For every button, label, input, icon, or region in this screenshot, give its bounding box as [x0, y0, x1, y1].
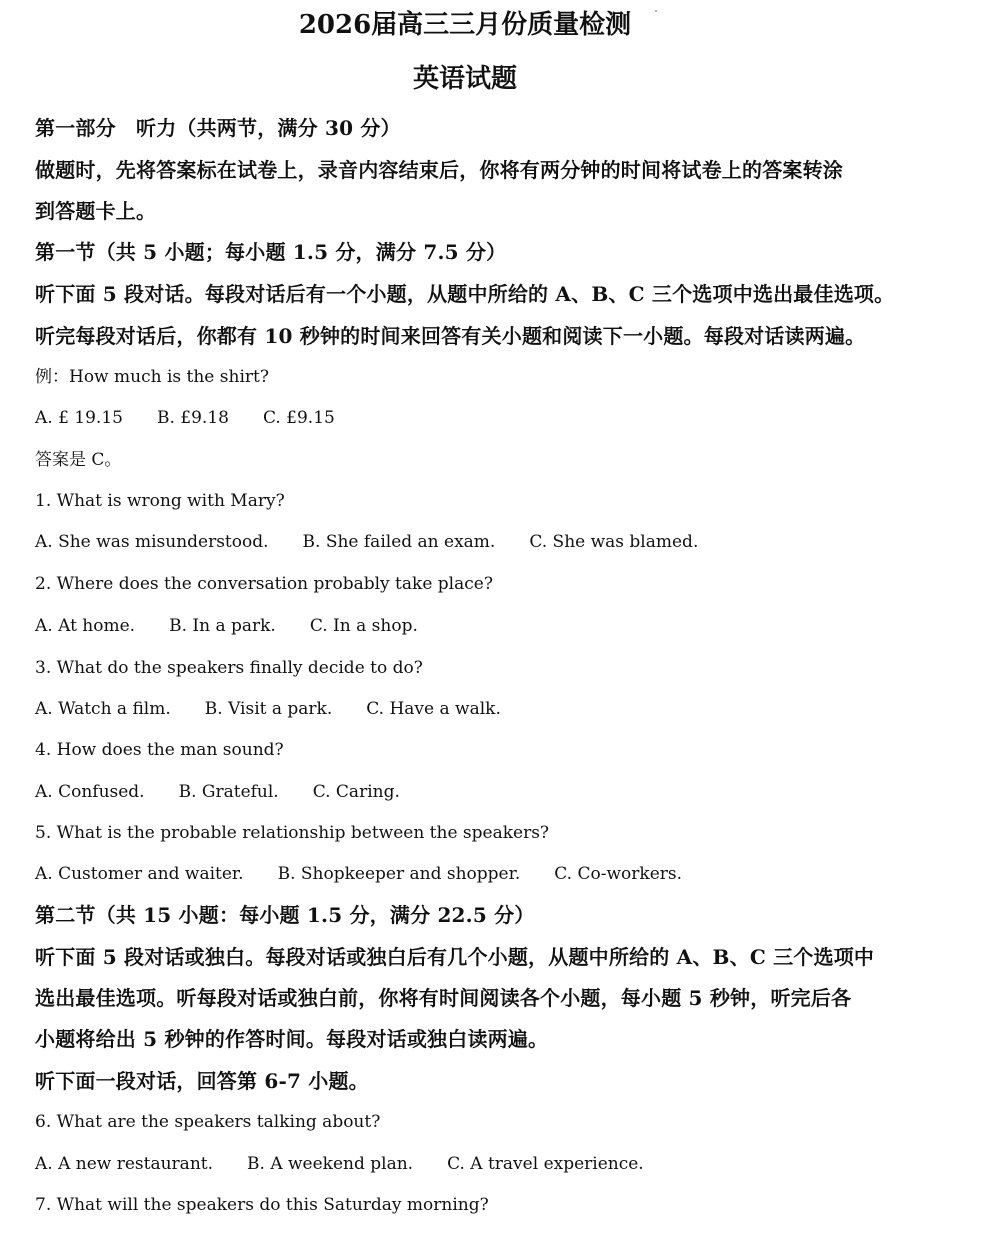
dialog-intro: 听下面一段对话，回答第 6-7 小题。	[35, 1069, 369, 1093]
question-5-options	[35, 862, 682, 886]
section1-instruction-line: 听完每段对话后，你都有 10 秒钟的时间来回答有关小题和阅读下一小题。每段对话读两遍。	[35, 324, 866, 348]
question-2-options	[35, 614, 418, 638]
option-c: C. Have a walk.	[366, 699, 501, 719]
exam-title: 2026届高三三月份质量检测	[298, 10, 632, 40]
option-c: C. Co-workers.	[554, 864, 683, 884]
option-b: B. Shopkeeper and shopper.	[277, 864, 521, 884]
question-4: 4. How does the man sound?	[35, 740, 284, 760]
option-a: A. A new restaurant.	[35, 1154, 214, 1174]
part1-instruction-line: 做题时，先将答案标在试卷上，录音内容结束后，你将有两分钟的时间将试卷上的答案转涂	[35, 158, 843, 182]
option-a: A. She was misunderstood.	[35, 532, 269, 552]
option-a: A. £ 19.15	[35, 408, 123, 428]
question-3-options	[35, 697, 501, 721]
question-4-options	[35, 780, 400, 804]
option-a: A. Watch a film.	[35, 699, 171, 719]
option-a: A. Customer and waiter.	[35, 864, 244, 884]
question-1-options	[35, 530, 698, 554]
section1-heading: 第一节（共 5 小题；每小题 1.5 分，满分 7.5 分）	[35, 240, 507, 264]
example-answer: 答案是 C。	[35, 450, 122, 470]
question-7: 7. What will the speakers do this Saturday morning?	[35, 1195, 489, 1215]
option-c: C. £9.15	[262, 408, 335, 428]
option-b: B. £9.18	[156, 408, 229, 428]
question-1: 1. What is wrong with Mary?	[35, 491, 285, 511]
option-b: B. Grateful.	[178, 782, 279, 802]
part1-heading: 第一部分 听力（共两节，满分 30 分）	[35, 116, 401, 140]
option-c: C. Caring.	[312, 782, 400, 802]
part1-instruction-line: 到答题卡上。	[35, 199, 157, 223]
section2-instruction-line: 小题将给出 5 秒钟的作答时间。每段对话或独白读两遍。	[35, 1027, 549, 1051]
section2-heading: 第二节（共 15 小题：每小题 1.5 分，满分 22.5 分）	[35, 903, 535, 927]
section2-instruction-line: 选出最佳选项。听每段对话或独白前，你将有时间阅读各个小题，每小题 5 秒钟，听完后各	[35, 986, 852, 1010]
question-6: 6. What are the speakers talking about?	[35, 1112, 381, 1132]
section2-instruction-line: 听下面 5 段对话或独白。每段对话或独白后有几个小题，从题中所给的 A、B、C 三个选项中	[35, 945, 875, 969]
example-question: 例：How much is the shirt?	[35, 367, 269, 387]
option-b: B. In a park.	[169, 616, 276, 636]
option-a: A. Confused.	[35, 782, 145, 802]
section1-instruction-line: 听下面 5 段对话。每段对话后有一个小题，从题中所给的 A、B、C 三个选项中选出最佳选项。	[35, 282, 895, 306]
option-a: A. At home.	[35, 616, 136, 636]
question-5: 5. What is the probable relationship between the speakers?	[35, 823, 550, 843]
option-b: B. A weekend plan.	[247, 1154, 414, 1174]
option-c: C. In a shop.	[309, 616, 418, 636]
question-6-options	[35, 1152, 644, 1176]
option-c: C. A travel experience.	[447, 1154, 644, 1174]
option-c: C. She was blamed.	[529, 532, 699, 552]
subject-title: 英语试题	[412, 64, 517, 94]
question-3: 3. What do the speakers finally decide to do?	[35, 658, 423, 678]
option-b: B. Visit a park.	[204, 699, 333, 719]
question-2: 2. Where does the conversation probably take place?	[35, 574, 493, 594]
option-b: B. She failed an exam.	[302, 532, 496, 552]
example-options	[35, 406, 335, 430]
